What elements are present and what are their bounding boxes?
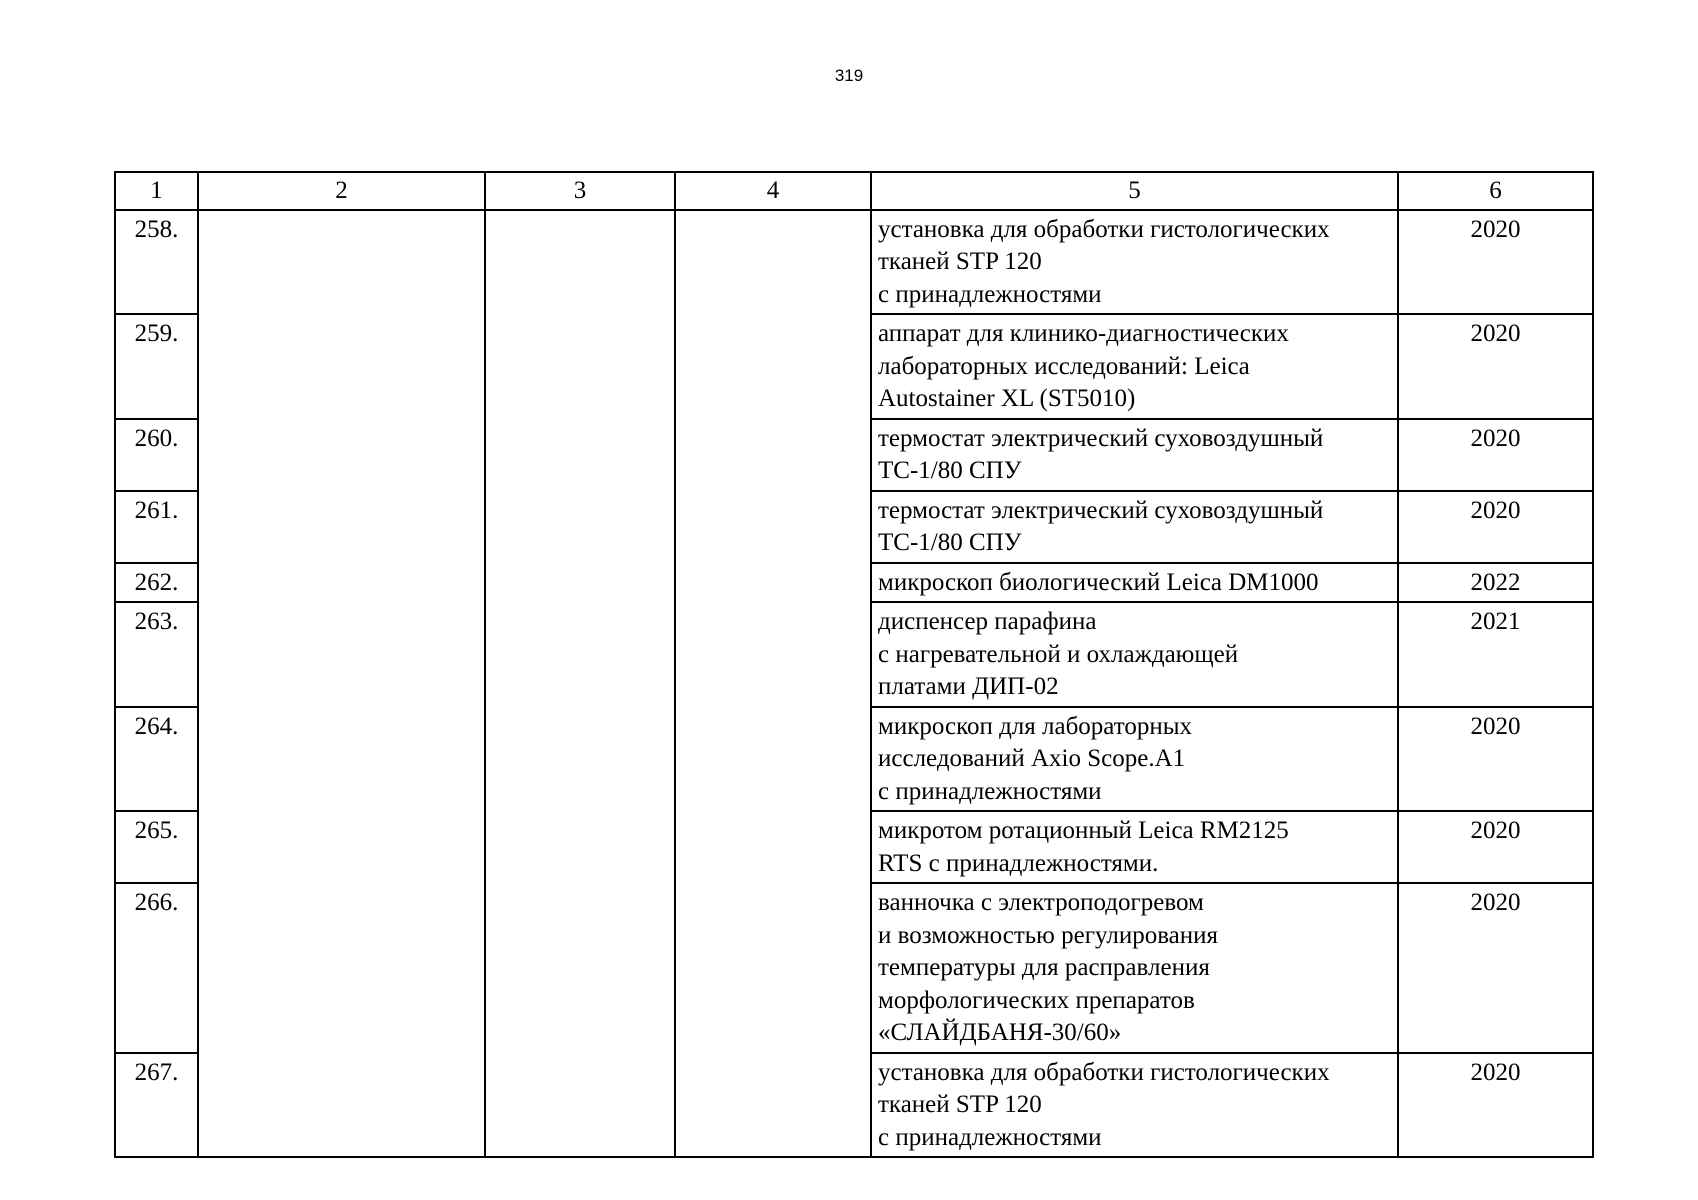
column-3-merged-cell (485, 210, 675, 1158)
row-number-cell: 264. (115, 707, 198, 812)
year-cell: 2020 (1398, 491, 1593, 563)
description-line: морфологических препаратов (878, 986, 1195, 1014)
row-number-cell: 262. (115, 563, 198, 603)
description-line: ТС-1/80 СПУ (878, 457, 1022, 484)
row-number-cell: 259. (115, 314, 198, 419)
year-cell: 2020 (1398, 883, 1593, 1053)
column-header-4: 4 (675, 172, 871, 210)
year-cell: 2021 (1398, 602, 1593, 707)
description-cell (871, 707, 1398, 812)
description-line: с принадлежностями (878, 777, 1102, 805)
description-line: и возможностью регулирования (878, 921, 1219, 949)
description-line: с нагревательной и охлаждающей (878, 640, 1239, 668)
description-cell (871, 811, 1398, 883)
description-line: аппарат для клинико-диагностических (878, 320, 1289, 347)
description-cell (871, 210, 1398, 315)
year-cell: 2020 (1398, 811, 1593, 883)
equipment-table (114, 171, 1594, 1158)
year-cell: 2020 (1398, 314, 1593, 419)
description-line: с принадлежностями (878, 1123, 1102, 1151)
year-cell: 2020 (1398, 210, 1593, 315)
row-number-cell: 266. (115, 883, 198, 1053)
description-line: исследований Axio Scope.A1 (878, 745, 1186, 772)
description-cell (871, 602, 1398, 707)
column-2-merged-cell (198, 210, 485, 1158)
description-line: микроскоп для лабораторных (878, 712, 1193, 740)
page-number: 319 (834, 66, 864, 85)
description-line: установка для обработки гистологических (878, 1058, 1330, 1086)
column-header-6: 6 (1398, 172, 1593, 210)
description-line: температуры для расправления (878, 954, 1210, 981)
row-number-cell: 265. (115, 811, 198, 883)
description-line: установка для обработки гистологических (878, 215, 1330, 243)
description-cell (871, 491, 1398, 563)
year-cell: 2020 (1398, 707, 1593, 812)
description-line: ТС-1/80 СПУ (878, 529, 1022, 556)
description-cell (871, 314, 1398, 419)
row-number-cell: 261. (115, 491, 198, 563)
year-cell: 2020 (1398, 1053, 1593, 1158)
description-line: тканей STP 120 (878, 248, 1042, 275)
row-number-cell: 267. (115, 1053, 198, 1158)
column-header-5: 5 (871, 172, 1398, 210)
description-line: тканей STP 120 (878, 1091, 1042, 1118)
row-number-cell: 258. (115, 210, 198, 315)
description-line: микротом ротационный Leica RM2125 (878, 817, 1289, 844)
description-line: ванночка с электроподогревом (878, 889, 1204, 916)
column-header-3: 3 (485, 172, 675, 210)
description-cell (871, 883, 1398, 1053)
description-line: с принадлежностями (878, 280, 1102, 308)
column-4-merged-cell (675, 210, 871, 1158)
column-header-1: 1 (115, 172, 198, 210)
description-line: микроскоп биологический Leica DM1000 (878, 568, 1319, 596)
header-row (115, 172, 1593, 210)
row-number-cell: 260. (115, 419, 198, 491)
description-cell (871, 419, 1398, 491)
description-cell (871, 563, 1398, 603)
table-body (115, 172, 1593, 1157)
row-number-cell: 263. (115, 602, 198, 707)
description-line: «СЛАЙДБАНЯ-30/60» (878, 1019, 1122, 1046)
description-line: диспенсер парафина (878, 608, 1097, 635)
description-cell (871, 1053, 1398, 1158)
year-cell: 2020 (1398, 419, 1593, 491)
year-cell: 2022 (1398, 563, 1593, 603)
description-line: Autostainer XL (ST5010) (878, 385, 1136, 412)
table-row (115, 210, 1593, 315)
description-line: термостат электрический суховоздушный (878, 496, 1324, 524)
description-line: RTS с принадлежностями. (878, 849, 1159, 877)
description-line: платами ДИП-02 (878, 673, 1059, 700)
description-line: лабораторных исследований: Leica (878, 352, 1250, 380)
column-header-2: 2 (198, 172, 485, 210)
description-line: термостат электрический суховоздушный (878, 424, 1324, 452)
